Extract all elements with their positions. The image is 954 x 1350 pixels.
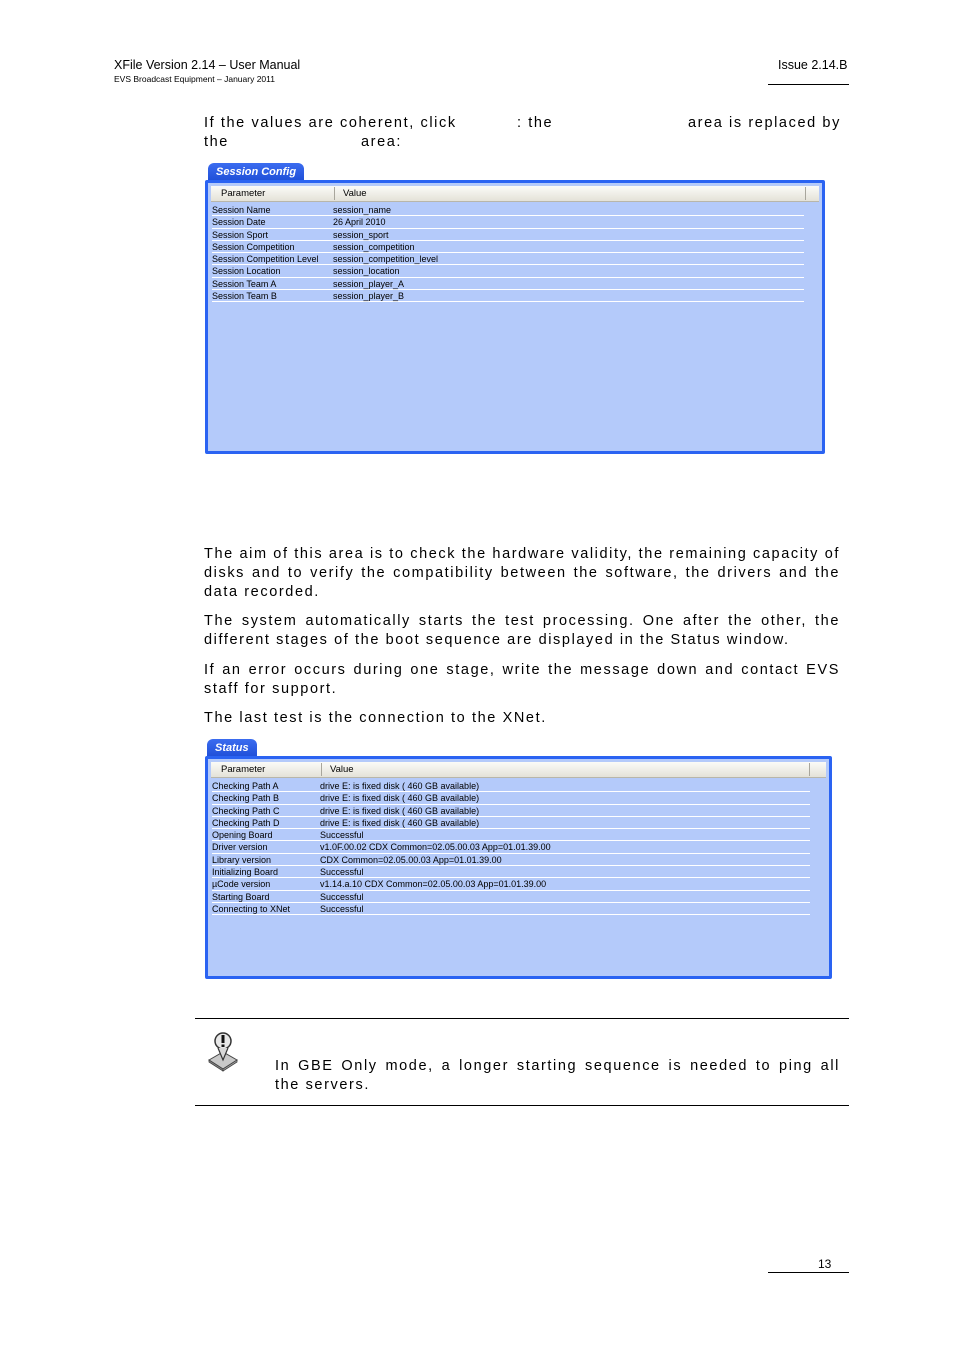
status-col-parameter[interactable]: Parameter bbox=[221, 764, 266, 775]
intro-text-2b: area: bbox=[361, 134, 403, 150]
table-row[interactable] bbox=[212, 265, 804, 277]
table-row[interactable] bbox=[212, 253, 804, 265]
table-row[interactable] bbox=[212, 841, 810, 853]
note-pin-icon bbox=[206, 1030, 240, 1072]
intro-text-1c: area is replaced by bbox=[688, 115, 841, 131]
row-parameter: Session Competition bbox=[212, 241, 295, 252]
row-parameter: Checking Path C bbox=[212, 805, 280, 816]
table-row[interactable] bbox=[212, 780, 810, 792]
row-value: drive E: is fixed disk ( 460 GB available) bbox=[320, 781, 480, 791]
paragraph-xnet: The last test is the connection to the XNet. bbox=[204, 710, 547, 726]
status-table-header bbox=[211, 762, 826, 778]
column-separator bbox=[805, 187, 806, 200]
session-col-parameter[interactable]: Parameter bbox=[221, 188, 266, 199]
table-row[interactable] bbox=[212, 241, 804, 253]
row-value: drive E: is fixed disk ( 460 GB available) bbox=[320, 805, 480, 816]
session-config-panel bbox=[205, 180, 825, 454]
intro-text-2a: the bbox=[204, 134, 229, 150]
row-parameter: Session Team A bbox=[212, 278, 277, 289]
row-value: session_sport bbox=[333, 229, 389, 240]
session-col-value[interactable]: Value bbox=[343, 188, 367, 199]
paragraph-error: If an error occurs during one stage, write the message down and contact EVS staff for support. bbox=[204, 662, 840, 697]
row-parameter: Session Name bbox=[212, 205, 271, 215]
row-value: session_player_A bbox=[333, 278, 405, 289]
table-row[interactable] bbox=[212, 290, 804, 302]
session-table-body bbox=[212, 204, 804, 302]
table-row[interactable] bbox=[212, 854, 810, 866]
table-row[interactable] bbox=[212, 229, 804, 241]
row-value: drive E: is fixed disk ( 460 GB available) bbox=[320, 817, 480, 828]
footer-rule bbox=[768, 1272, 849, 1273]
table-row[interactable] bbox=[212, 891, 810, 903]
row-parameter: Session Competition Level bbox=[212, 254, 319, 265]
header-rule bbox=[768, 84, 849, 85]
row-value: CDX Common=02.05.00.03 App=01.01.39.00 bbox=[320, 854, 502, 865]
row-value: session_competition_level bbox=[333, 254, 439, 265]
session-config-tab[interactable]: Session Config bbox=[208, 163, 304, 181]
session-table-header bbox=[211, 186, 819, 202]
row-value: 26 April 2010 bbox=[333, 217, 386, 228]
row-parameter: Session Location bbox=[212, 266, 281, 277]
header-title: XFile Version 2.14 – User Manual bbox=[114, 58, 301, 72]
row-parameter: Session Date bbox=[212, 217, 266, 228]
table-row[interactable] bbox=[212, 216, 804, 228]
row-value: Successful bbox=[320, 891, 364, 902]
row-value: v1.0F.00.02 CDX Common=02.05.00.03 App=01.01.39.00 bbox=[320, 842, 551, 853]
header-issue: Issue 2.14.B bbox=[778, 58, 848, 72]
intro-text-1a: If the values are coherent, click bbox=[204, 115, 457, 131]
table-row[interactable] bbox=[212, 878, 810, 890]
row-value: session_location bbox=[333, 266, 400, 277]
column-separator bbox=[809, 763, 810, 776]
row-parameter: Driver version bbox=[212, 842, 268, 853]
status-tab[interactable]: Status bbox=[207, 739, 257, 757]
paragraph-boot-sequence: The system automatically starts the test processing. One after the other, the different stages of the boot sequence are displayed in the Status window. bbox=[204, 613, 840, 648]
row-parameter: Checking Path B bbox=[212, 793, 280, 804]
column-separator bbox=[334, 187, 335, 200]
note-text: In GBE Only mode, a longer starting sequence is needed to ping all the servers. bbox=[275, 1058, 840, 1093]
note-bottom-rule bbox=[195, 1105, 849, 1106]
header-subtitle: EVS Broadcast Equipment – January 2011 bbox=[114, 74, 275, 84]
row-parameter: Session Sport bbox=[212, 229, 269, 240]
table-row[interactable] bbox=[212, 204, 804, 216]
row-parameter: Starting Board bbox=[212, 891, 270, 902]
note-top-rule bbox=[195, 1018, 849, 1019]
row-parameter: Checking Path A bbox=[212, 781, 279, 791]
table-row[interactable] bbox=[212, 278, 804, 290]
column-separator bbox=[321, 763, 322, 776]
row-parameter: Session Team B bbox=[212, 291, 277, 302]
status-table-body bbox=[212, 780, 810, 915]
row-value: drive E: is fixed disk ( 460 GB available) bbox=[320, 793, 480, 804]
row-value: Successful bbox=[320, 903, 364, 914]
row-value: session_player_B bbox=[333, 291, 405, 302]
row-parameter: µCode version bbox=[212, 879, 271, 890]
table-row[interactable] bbox=[212, 817, 810, 829]
status-col-value[interactable]: Value bbox=[330, 764, 354, 775]
row-parameter: Checking Path D bbox=[212, 817, 280, 828]
row-value: Successful bbox=[320, 867, 364, 878]
row-parameter: Opening Board bbox=[212, 830, 273, 841]
paragraph-hardware-check: The aim of this area is to check the hardware validity, the remaining capacity of disks and to verify the compatibility between the software, the drivers and the data recorded. bbox=[204, 546, 840, 600]
status-panel bbox=[205, 756, 832, 979]
row-parameter: Library version bbox=[212, 854, 272, 865]
row-parameter: Connecting to XNet bbox=[212, 903, 291, 914]
row-parameter: Initializing Board bbox=[212, 867, 279, 878]
table-row[interactable] bbox=[212, 903, 810, 915]
row-value: session_competition bbox=[333, 241, 415, 252]
table-row[interactable] bbox=[212, 792, 810, 804]
table-row[interactable] bbox=[212, 829, 810, 841]
table-row[interactable] bbox=[212, 866, 810, 878]
table-row[interactable] bbox=[212, 805, 810, 817]
intro-text-1b: : the bbox=[517, 115, 554, 131]
row-value: session_name bbox=[333, 205, 392, 215]
row-value: v1.14.a.10 CDX Common=02.05.00.03 App=01.01.39.00 bbox=[320, 879, 547, 890]
row-value: Successful bbox=[320, 830, 364, 841]
page-number: 13 bbox=[818, 1257, 832, 1271]
